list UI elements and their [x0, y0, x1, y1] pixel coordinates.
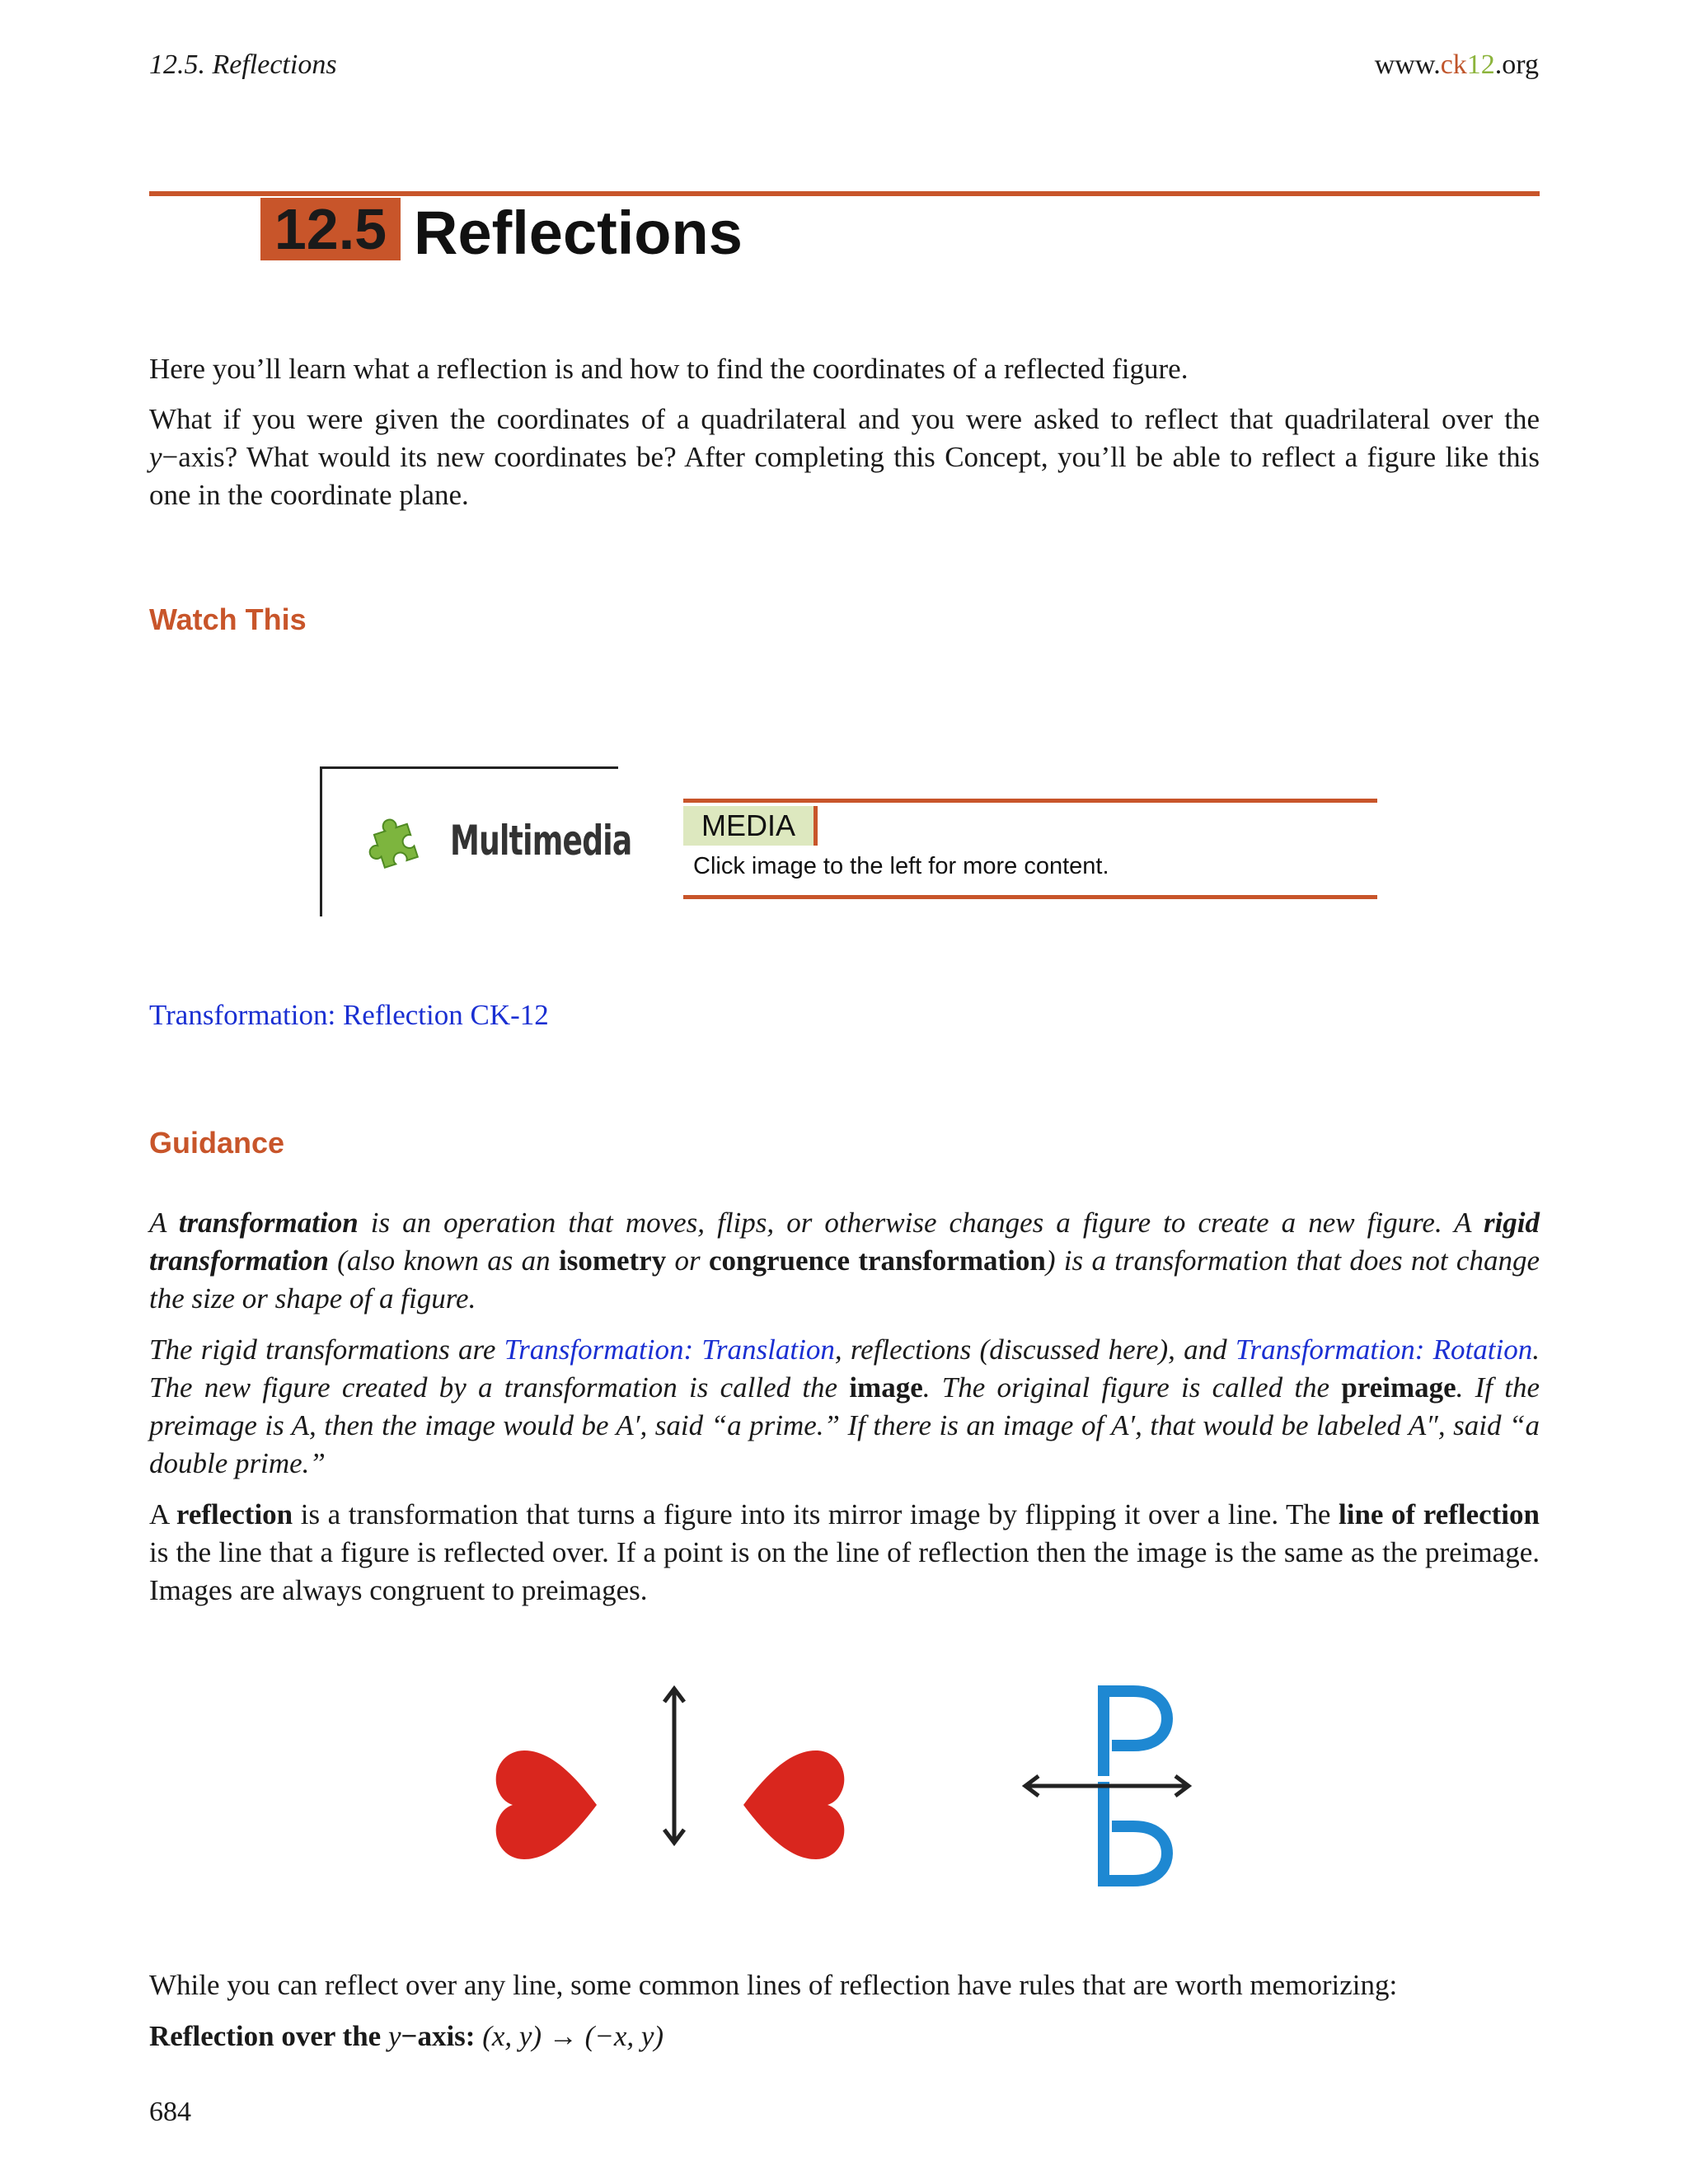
intro-paragraph-2: [149, 401, 1540, 514]
g1-i: ) is a transformation that does not change the size or shape of a figure.: [149, 1244, 1540, 1315]
media-box: [683, 799, 1377, 899]
guidance-paragraph-4: While you can reflect over any line, some common lines of reflection have rules that are worth memorizing:: [149, 1969, 1398, 2001]
video-link[interactable]: Transformation: Reflection CK-12: [149, 999, 549, 1031]
multimedia-label: Multimedia: [450, 817, 632, 865]
site-url-suffix: .org: [1494, 49, 1539, 80]
g1-e: (also known as an: [328, 1244, 559, 1277]
site-url-ck: ck: [1440, 49, 1467, 80]
watch-this-heading: Watch This: [149, 602, 307, 636]
g1-c: is an operation that moves, flips, or otherwise changes a figure to create a new figure. A: [358, 1207, 1484, 1239]
term-reflection: reflection: [176, 1498, 293, 1530]
site-url-12: 12: [1466, 49, 1495, 80]
running-title: 12.5. Reflections: [149, 49, 337, 80]
term-rigid-transformation: rigid transformation: [149, 1207, 1540, 1277]
term-image: image: [849, 1371, 923, 1404]
intro-paragraph-1: Here you’ll learn what a reflection is and how to find the coordinates of a reflected figure.: [149, 353, 1189, 385]
g2-b: , reflections (discussed here), and: [834, 1333, 1236, 1366]
g2-g: . If the preimage is A, then the image would be A′, said “a prime.” If there is an image of A′, that would be labeled A″, said “a double prime.”: [149, 1371, 1540, 1479]
puzzle-icon: [363, 812, 429, 878]
translation-link[interactable]: Transformation: Translation: [504, 1333, 835, 1366]
media-caption: Click image to the left for more content.: [693, 853, 1109, 879]
intro-p2-text-b: −axis? What would its new coordinates be? After completing this Concept, you’ll be able to reflect a figure like this one in the coordinate plane.: [149, 441, 1540, 511]
g2-e: . The original figure is called the: [922, 1371, 1342, 1404]
rule-label-a: Reflection over the: [149, 2020, 388, 2052]
heart-right-icon: [743, 1750, 844, 1859]
term-isometry: isometry: [558, 1244, 667, 1277]
g1-g: or: [666, 1244, 709, 1277]
chapter-title: Reflections: [414, 199, 743, 267]
reflection-rule-y-axis: [149, 2018, 1540, 2055]
term-congruence-transformation: congruence transformation: [708, 1244, 1046, 1277]
rule-label-b: −axis:: [401, 2020, 476, 2052]
g3-e: is the line that a figure is reflected over. If a point is on the line of reflection then the image is the same as the preimage. Images are always congruent to preimages.: [149, 1536, 1540, 1606]
g1-a: A: [149, 1207, 179, 1239]
media-tag: MEDIA: [683, 806, 818, 846]
guidance-heading: Guidance: [149, 1126, 285, 1160]
term-line-of-reflection: line of reflection: [1339, 1498, 1540, 1530]
rule-variable: y: [387, 2020, 401, 2052]
site-url-prefix: www.: [1374, 49, 1441, 80]
g3-a: A: [149, 1498, 176, 1530]
rotation-link[interactable]: Transformation: Rotation: [1235, 1333, 1533, 1366]
running-header: [149, 49, 1539, 86]
guidance-paragraph-3: [149, 1496, 1540, 1610]
reflection-illustration: [0, 1669, 1688, 1916]
g2-c: . The new figure created by a transformation is called the: [149, 1333, 1540, 1404]
vertical-double-arrow-icon: [664, 1689, 684, 1843]
g3-c: is a transformation that turns a figure into its mirror image by flipping it over a line. The: [293, 1498, 1339, 1530]
chapter-number: 12.5: [260, 198, 401, 260]
chapter-rule: [149, 191, 1540, 196]
rule-formula: (x, y) → (−x, y): [482, 2020, 664, 2052]
intro-p2-variable: y: [149, 441, 162, 473]
guidance-paragraph-2: [149, 1331, 1540, 1483]
page-number: 684: [149, 2097, 191, 2127]
g2-a: The rigid transformations are: [149, 1333, 504, 1366]
multimedia-thumbnail[interactable]: [320, 766, 632, 916]
term-transformation: transformation: [178, 1207, 359, 1239]
site-url[interactable]: [1375, 49, 1539, 81]
intro-p2-text-a: What if you were given the coordinates of a quadrilateral and you were asked to reflect that quadrilateral over the: [149, 403, 1540, 435]
guidance-paragraph-1: [149, 1204, 1540, 1318]
term-preimage: preimage: [1341, 1371, 1456, 1404]
heart-left-icon: [496, 1750, 597, 1859]
